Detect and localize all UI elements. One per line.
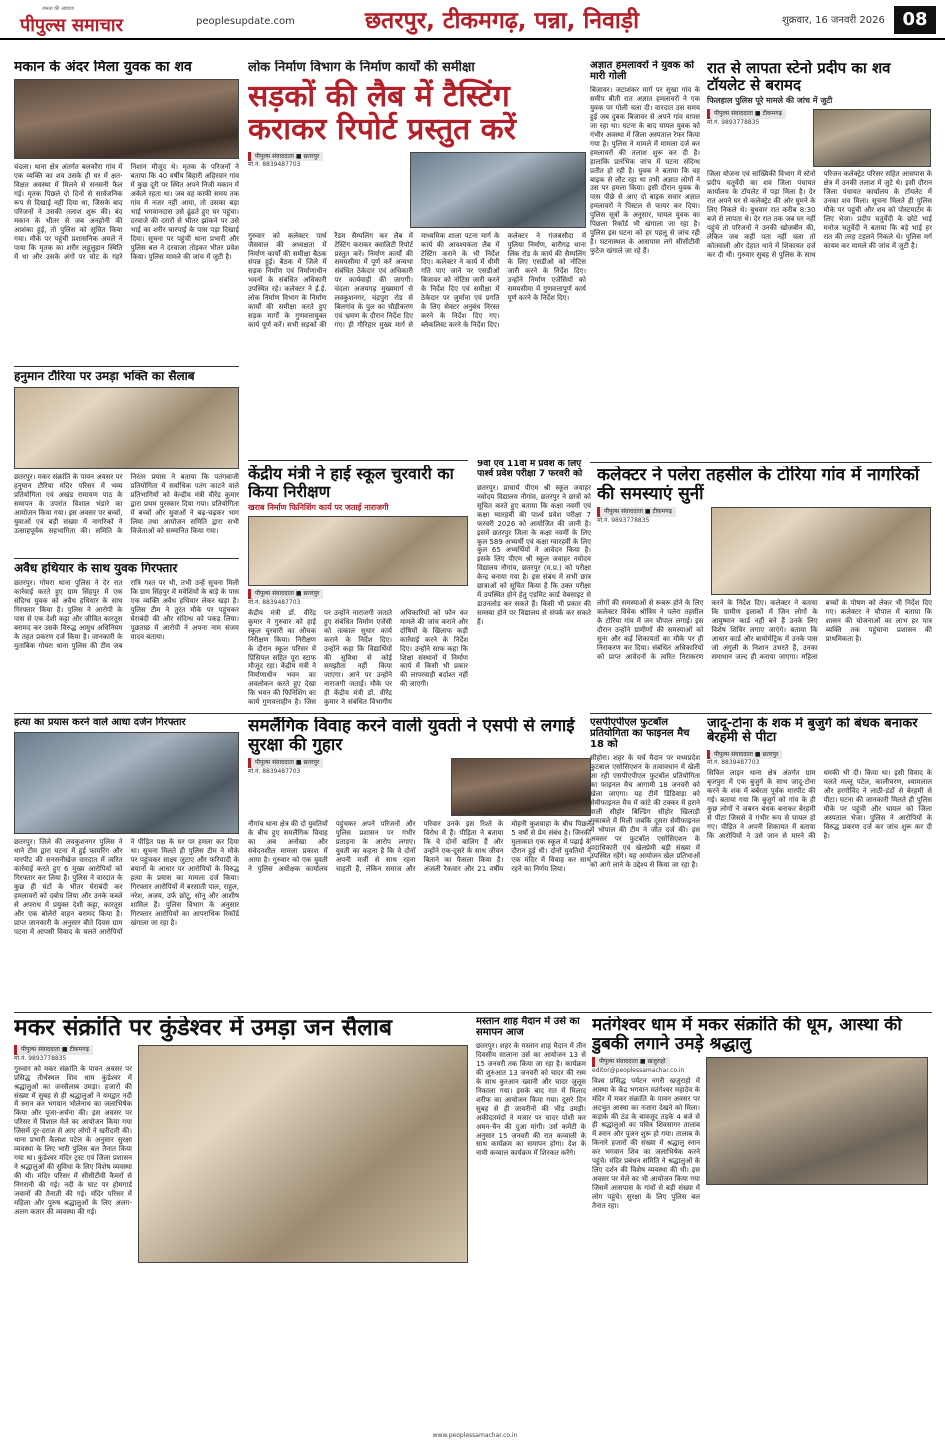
article-headline: हनुमान टौरिया पर उमड़ा भक्ति का सैलाब [14,370,195,383]
reporter-mobile: मो.नं. 9893778835 [597,517,650,525]
article-byline: पीपुल्स संवाददाता ■ छतरपुर [248,589,323,599]
article-byline: पीपुल्स संवाददाता ■ टीकमगढ़ [14,1045,93,1055]
article-headline: केंद्रीय मंत्री ने हाई स्कूल चुरवारी का किया निरीक्षण [248,465,454,501]
article-road-lab-testing [248,60,586,455]
article-byline: पीपुल्स संवाददाता ■ टीकमगढ़ [597,507,676,517]
article-headline: मकर संक्रांति पर कुंडेश्वर में उमड़ा जन सैलाब [14,1016,392,1041]
article-text: गुरुवार को कलेक्टर पार्थ जैसवाल की अध्यक्षता में निर्माण कार्यों की समीक्षा बैठक संपन्न हुई। बैठक में जिले में सड़क निर्माण एवं निर्माणाधीन भवनों के संबंधित अधिकारी उपस्थित रहे। कलेक्टर ने ई.ई. लोक निर्माण विभाग के निर्माण कार्यों की समीक्षा करते हुए सड़क मार्गों के गुणवत्तायुक्त कार्य पूर्ण करें। सभी सड़कों की रैंडम सैम्पलिंग कर लैब में टेस्टिंग कराकर क्वालिटी रिपोर्ट प्रस्तुत करें। निर्माण कार्यों की समयसीमा में पूर्ण करें अन्यथा संबंधित ठेकेदार एवं अधिकारी पर कार्यवाही की जाएगी। चंदला अजयगढ़ मुख्यमार्ग से लवकुशनगर, चंद्रपुरा रोड से बिलगांव के पुल का चौड़ीकरण एवं भ्रमण के दौरान निर्देश दिए गए। ही गौरिहार मुख्य मार्ग से माध्यमिक शाला पटना मार्ग के कार्य की आवश्यकता लैब में टेस्टिंग कराने के भी निर्देश दिए। कलेक्टर ने कार्य में धीमी गति पाए जाने पर एसडीओ बिजावर को नोटिस जारी करने के निर्देश दिए एवं समीक्षा में ठेकेदार पर जुर्माना एवं प्रगति के लिए सेक्टर अनुबंध निरस्त करने के निर्देश दिए गए। ब्लैकलिस्ट करने के निर्देश दिए। कलेक्टर ने गंजबसौदा में पुलिया निर्माण, बारीगढ़ थाना लिंक रोड के कार्य की सैम्पलिंग के लिए एसडीओ को नोटिस जारी करने के निर्देश दिए। उन्होंने निर्माण एजेंसियों को समयसीमा में गुणवत्तापूर्ण कार्य पूर्ण करने के निर्देश दिए। [248,231,586,330]
page-number: 08 [894,6,936,34]
article-byline: पीपुल्स संवाददाता ■ छतरपुर [248,758,323,768]
article-text: छतरपुर। गोयरा थाना पुलिस ने देर रात कार्रवाई करते हुए ग्राम सिंहपुर में एक संदिग्ध युवक को अवैध हथियार के साथ गिरफ्तार किया है। पुलिस ने आरोपी के पास से एक देशी कट्टा और जीवित कारतूस बरामद कर उसके विरुद्ध आयुध अधिनियम के तहत प्रकरण दर्ज किया है। जानकारी के मुताबिक गोयरा थाना पुलिस की टीम जब रात्रि गश्त पर थी, तभी उन्हें सूचना मिली कि ग्राम सिंहपुर में मवेशियों के बाड़े के पास एक व्यक्ति अवैध हथियार लेकर खड़ा है। पुलिस टीम ने तुरंत मौके पर पहुंचकर घेराबंदी की और संदिग्ध को पकड़ लिया। पूछताछ में आरोपी ने अपना नाम संजय यादव बताया। [14,579,239,650]
article-headline: सड़कों की लैब में टैस्टिंग कराकर रिपोर्ट प्रस्तुत करें [248,78,516,147]
article-byline: पीपुल्स संवाददाता ■ छतरपुर [707,750,782,760]
article-hanuman-tauriya [14,370,239,555]
divider [248,460,468,461]
divider [590,462,932,463]
article-body-found [14,60,239,363]
reporter-mobile: मो.नं. 8839487703 [707,759,760,767]
article-subheadline: फिलहाल पुलिस पूरे मामले की जांच में जुटी [707,96,833,105]
article-photo [138,1045,468,1263]
reporter-mobile: मो.नं. 9893778835 [14,1054,67,1062]
article-same-sex-marriage [248,717,591,1007]
logo-tagline: जनता की आवाज [42,6,74,12]
article-text: छतरपुर। जिले की लवकुशनगर पुलिस ने थाने टीम द्वारा घटना में हुई फायरिंग और मारपीट की सनसनीखेज वारदात में त्वरित कार्रवाई करते हुए 6 मुख्य आरोपियों को गिरफ्तार कर लिया है। पुलिस ने वारदात के कुछ ही घंटों के भीतर घेराबंदी कर हमलावरों को दबोच लिया और उनके कब्जे से अपराध में प्रयुक्त देशी कट्टा, कारतूस और एक बोलेरो वाहन बरामद किया है। प्राप्त जानकारी के अनुसार बीते दिवस ग्राम पटना में आपसी विवाद के चलते आरोपियों ने पीड़ित पक्ष के घर पर हमला कर दिया था। सूचना मिलते ही पुलिस टीम ने मौके पर पहुंचकर साक्ष्य जुटाए और फरियादी के बयानों के आधार पर आरोपियों के विरुद्ध हत्या के प्रयास का मामला दर्ज किया। गिरफ्तार आरोपियों में बरसाती पाल, राहुल, नरेश, अजय, उर्फ छोटू, सोनू और आशीष शामिल हैं। पुलिस विभाग के अनुसार गिरफ्तार आरोपियों का आपराधिक रिकॉर्ड खंगाला जा रहा है। [14,838,239,936]
article-witchcraft-beating [707,717,932,1007]
divider [14,366,239,367]
article-kundeshwar [14,1016,469,1428]
reporter-mobile: मो.नं. 9893778835 [707,118,760,126]
article-text: केंद्रीय मंत्री डॉ. वीरेंद्र कुमार ने गुरुवार को हाई स्कूल चुरवारी का औचक निरीक्षण किया। निरीक्षण के दौरान स्कूल परिसर में प्रिंसिपल सहित पूरा स्टाफ मौजूद रहा। केंद्रीय मंत्री ने निर्माणाधीन भवन का अवलोकन करते हुए देखा कि भवन की फिनिशिंग का कार्य गुणवत्ताहीन है। जिस पर उन्होंने नाराजगी जताते हुए संबंधित निर्माण एजेंसी को तत्काल सुधार कार्य कराने के निर्देश दिए। उन्होंने कहा कि विद्यार्थियों की सुविधा से कोई समझौता नहीं किया जाएगा। आने पर उन्होंने नाराजगी जताई। मौके पर ही केंद्रीय मंत्री डॉ. वीरेंद्र कुमार ने संबंधित विभागीय अधिकारियों को फोन कर मामले की जांच कराने और दोषियों के खिलाफ कड़ी कार्रवाई करने के निर्देश दिए। उन्होंने साफ कहा कि शिक्षा संस्थानों में निर्माण कार्य में किसी भी प्रकार की लापरवाही बर्दाश्त नहीं की जाएगी। [248,608,468,707]
article-lateral-entry-exam [477,460,591,710]
article-text: बिजावर। जटाशंकर मार्ग पर सुखा गांव के समीप बीती रात अज्ञात हमलावरों ने एक युवक पर गोली चला दी। वारदात उस समय हुई जब दुबक बिजावर से अपने गांव वापस जा रहा था। घटना के बाद घायल युवक को गंभीर अवस्था में जिला अस्पताल रेफर किया गया है। पुलिस ने मामले में मामला दर्ज कर हमलावरों की तलाश शुरू कर दी है। हालांकि प्रारंभिक जांच में घटना संदिग्ध प्रतीत हो रही है। युवक ने बताया कि वह बाइक से लौट रहा था तभी अज्ञात लोगों ने उस पर हमला किया। इसी दौरान युवक के पास पीछे से आए दो बाइक सवार अज्ञात हमलावरों ने पिस्टल से फायर कर दिया। पुलिस सूत्रों के अनुसार, घायल युवक का पिछला रिकॉर्ड भी खंगाला जा रहा है। पुलिस इस घटना को हर पहलू से जांच रही है। घटनास्थल के आसपास लगे सीसीटीवी फुटेज खंगाले जा रहे हैं। [590,86,700,256]
article-headline: 9वीं एवं 11वीं में प्रवेश के लिए पार्श्व प्रवेश परीक्षा 7 फरवरी को [477,460,583,479]
article-text: छतरपुर। प्राचार्य पीएम श्री स्कूल जवाहर नवोदय विद्यालय नौगांव, छतरपुर ने छात्रों को सूचित करते हुए बताया कि कक्षा नवमीं एवं कक्षा ग्यारहवीं की पार्श्व प्रवेश परीक्षा 7 फरवरी 2026 को आयोजित की जानी है। इसमें छतरपुर जिला के कक्षा नवमीं के लिए कुल 589 अभ्यर्थी एवं कक्षा ग्यारहवीं के लिए कुल 65 अभ्यर्थियों ने आवेदन किया है। इसके लिए पीएम श्री स्कूल जवाहर नवोदय विद्यालय नौगांव, छतरपुर (म.प्र.) को परीक्षा केन्द्र बनाया गया है। इस संबंध में सभी छात्र छात्राओं को सूचित किया है कि उक्त परीक्षा में उपस्थित होने हेतु एडमिट कार्ड वेबसाइट से डाउनलोड कर सकते हैं। किसी भी प्रकार की समस्या होने पर विद्यालय से संपर्क कर सकते हैं। [477,483,591,627]
article-headline: एसपीएपीएल फुटबॉल प्रतियोगिता का फाइनल मैच 18 को [590,717,690,750]
article-collector-chaupal [597,466,932,709]
article-headline: अज्ञात हमलावरों ने युवक को मारी गोली [590,60,695,82]
article-headline: रात से लापता स्टेनो प्रदीप का शव टॉयलेट से बरामद [707,60,891,94]
issue-date: शुक्रवार, 16 जनवरी 2026 [782,15,885,26]
article-photo [813,109,931,167]
article-text: छतरपुर। मकर संक्रांति के पावन अवसर पर हनुमान टौरिया मंदिर परिसर में भव्य प्रतियोगिता एवं अखंड रामायण पाठ के समापन के उपरांत विशाल भंडारे का आयोजन किया गया। इस अवसर पर बच्चों, युवाओं एवं बड़ी संख्या में नागरिकों ने उत्साहपूर्वक सहभागिता की। समिति के निरंतर प्रयास ने बताया कि पतंगबाजी प्रतियोगिता में सर्वाधिक पतंग काटने वाले प्रतिभागियों को केन्द्रीय मंत्री वीरेंद्र कुमार द्वारा प्रथम पुरस्कार दिया गया। प्रतियोगिता में बच्चों और युवाओं ने बढ़-चढ़कर भाग लिया तथा आयोजन समिति द्वारा सभी विजेताओं को सम्मानित किया गया। [14,473,239,535]
article-text: लोगों की समस्याओं से रूबरू होने के लिए कलेक्टर विवेक श्रोत्रिय ने पलेरा तहसील के टोरिया गांव में जन चौपाल लगाई। इस दौरान उन्होंने ग्रामीणों की समस्याओं को सुना और कई शिकायतों का मौके पर ही निराकरण कर दिया। संबंधित अधिकारियों को प्राप्त आवेदनों के त्वरित निराकरण करने के निर्देश दिए। कलेक्टर ने बताया कि ग्रामीण इलाकों में जिन लोगों के आयुष्मान कार्ड नहीं बने हैं उनके लिए विशेष शिविर लगाए जाएंगे। बताया कि आधार कार्ड और बायोमेट्रिक में उनके पास जो अंगुली के निशान उभरते हैं, उनका समाधान जल्द ही कराया जाएगा। महिला बच्चों के पोषण को लेकर भी निर्देश दिए गए। कलेक्टर ने चौपाल में बताया कि शासन की योजनाओं का लाभ हर पात्र व्यक्ति तक पहुंचाना प्रशासन की प्राथमिकता है। [597,599,932,662]
article-headline: कलेक्टर ने पलेरा तहसील के टोरिया गांव में नागरिकों की समस्याएं सुनीं [597,466,920,504]
article-kicker: लोक निर्माण विभाग के निर्माण कार्यों की समीक्षा [248,60,475,75]
article-text: सीहोरा। शहर के चर्च मैदान पर मध्यप्रदेश फुटबाल एसोसिएशन के तत्वावधान में खेली जा रही एसपीएपीएल फुटबॉल प्रतियोगिता का फाइनल मैच आगामी 18 जनवरी को खेला जाएगा। यह टीमें डिंडिवाड़ा को सेमीफाइनल मैच में कांटे की टक्कर में हराने वाली सीहोर बिल्डिंग सीहोर खिलाड़ी मुकाबले में मिली जबकि दूसरा सेमीफाइनल में भोपाल की टीम ने जीत दर्ज की। इस अवसर पर फुटबॉल एसोसिएशन के पदाधिकारी एवं खेलप्रेमी बड़ी संख्या में उपस्थित रहेंगे। यह आयोजन खेल प्रतिभाओं को आगे लाने के उद्देश्य से किया जा रहा है। [590,754,700,870]
reporter-mobile: मो.नं. 8839487703 [248,768,301,776]
article-subheadline: खराब निर्माण फिनिशिंग कार्य पर जताई नाराजगी [248,503,389,513]
edition-districts: छतरपुर, टीकमगढ़, पन्ना, निवाड़ी [365,8,640,34]
divider [14,713,459,714]
article-photo [248,516,468,586]
article-text: नौगांव थाना क्षेत्र की दो युवतियों के बीच हुए समलैंगिक विवाह का अब अनोखा और संवेदनशील मामला प्रकाश में आया है। गुरुवार को एक युवती ने पुलिस अधीक्षक कार्यालय पहुंचकर अपने परिजनों और पुलिस प्रशासन पर गंभीर प्रताड़ना के आरोप लगाए। युवती का कहना है कि वे दोनों अपनी मर्जी से साथ रहना चाहती हैं, लेकिन समाज और परिवार उनके इस रिश्ते के विरोध में हैं। पीड़िता ने बताया कि वे दोनों बालिग हैं और उन्होंने एक-दूसरे के साथ जीवन बिताने का फैसला किया है। अंजली रैकवार और 21 वर्षीय मोहनी कुशवाहा के बीच पिछले 5 वर्षों से प्रेम संबंध है। जिनकी मुलाकात एक स्कूल में पढ़ाई के दौरान हुई थी। दोनों युवतियों ने एक मंदिर में विवाह कर साथ रहने का निर्णय लिया। [248,820,591,874]
article-text: छतरपुर। शहर के मस्तान शाह मैदान में तीन दिवसीय सालाना उर्स का आयोजन 13 से 15 जनवरी तक किया जा रहा है। कार्यक्रम की शुरुआत 13 जनवरी को चादर की रस्म के साथ कुरआन ख्वानी और चादर जुलूस निकाला गया। इसके बाद रात में मिलाद शरीफ का आयोजन किया गया। दूसरे दिन सुबह से ही जायरीनों की भीड़ उमड़ी। अकीदतमंदों ने मजार पर चादर पोशी कर अमन-चैन की दुआ मांगी। उर्स कमेटी के अनुसार 15 जनवरी की रात कव्वाली के साथ कार्यक्रम का समापन होगा। देश के नामी कव्वाल कार्यक्रम में शिरकत करेंगे। [476,1042,586,1158]
article-headline: मकान के अंदर मिला युवक का शव [14,60,192,75]
article-text: गुरुवार को मकर संक्रांति के पावन अवसर पर प्रसिद्ध तीर्थस्थल शिव धाम कुंडेश्वर में श्रद्धालुओं का जनसैलाब उमड़ा। हजारों की संख्या में सुबह से ही श्रद्धालुओं ने यमद्वार नदी में स्नान कर भगवान भोलेनाथ का जलाभिषेक किया और पूजा-अर्चना की। इस अवसर पर परिसर में विशाल मेले का आयोजन किया गया जिसमें दूर-दराज से आए लोगों ने खरीदारी की। थाना प्रभारी कैलाश पटेल के अनुसार सुरक्षा व्यवस्था के लिए भारी पुलिस बल तैनात किया गया था। कुंडेश्वर मंदिर ट्रस्ट एवं जिला प्रशासन ने श्रद्धालुओं की सुविधा के लिए विशेष व्यवस्था की थी। मंदिर परिसर में सीसीटीवी कैमरों से निगरानी की गई। नदी के घाट पर होमगार्ड जवानों की तैनाती की गई। मंदिर परिसर में महिला और पुरुष श्रद्धालुओं के लिए अलग-अलग कतार की व्यवस्था की गई। [14,1064,132,1216]
site-url[interactable]: peoplesupdate.com [196,16,295,27]
article-headline: अवैध हथियार के साथ युवक गिरफ्तार [14,562,178,575]
article-photo [706,1057,928,1185]
article-steno-found [707,60,932,456]
article-headline: मतंगेश्वर धाम में मकर संक्रांति की धूम, आस्था की डुबकी लगाने उमड़े श्रद्धालु [592,1016,902,1054]
article-byline: पीपुल्स संवाददाता ■ टीकमगढ़ [707,109,786,119]
article-photo [451,758,591,816]
footer-url[interactable]: www.peoplessamachar.co.in [432,1432,518,1439]
article-matangeshwar [592,1016,932,1428]
newspaper-logo[interactable] [14,6,194,36]
article-urs [476,1016,586,1428]
article-byline: पीपुल्स संवाददाता ■ खजुराहो [592,1057,670,1067]
article-photo [14,79,239,159]
article-football-final [590,717,700,1005]
masthead [0,0,945,40]
article-minister-school [248,465,468,709]
article-photo [410,152,586,228]
logo-text: पीपुल्स समाचार [20,15,123,36]
article-headline: हत्या का प्रयास करने वाले आधा दर्जन गिरफ्तार [14,717,186,728]
article-text: विश्व प्रसिद्ध पर्यटन नगरी खजुराहो में आस्था के केंद्र भगवान मतंगेश्वर महादेव के मंदिर में मकर संक्रांति के पावन अवसर पर अदभुत आस्था का नजारा देखने को मिला। कड़ाके की ठंड के बावजूद तड़के 4 बजे से ही श्रद्धालुओं का पवित्र शिवसागर तालाब में स्नान और पूजन शुरू हो गया। तालाब के किनारे हजारों की संख्या में श्रद्धालु स्नान कर भगवान शिव का जलाभिषेक करने पहुंचे। मंदिर प्रबंधन समिति ने श्रद्धालुओं के लिए दर्शन की विशेष व्यवस्था की थी। इस अवसर पर मेले का भी आयोजन किया गया जिसमें आसपास के गांवों से बड़ी संख्या में लोग पहुंचे। सुरक्षा के लिए पुलिस बल तैनात रहा। [592,1076,700,1211]
article-headline: मस्तान शाह मैदान में उर्स का समापन आज [476,1016,580,1038]
reporter-mobile: मो.नं. 8839487703 [248,599,301,607]
article-text: जिला योजना एवं सांख्यिकी विभाग में स्टेनो प्रदीप चतुर्वेदी का शव जिला पंचायत कार्यालय के टॉयलेट में पड़ा मिला है। देर रात अपने घर से कलेक्ट्रेट की ओर घूमने के लिए निकले थे। बुधवार रात करीब 8:30 बजे से लापता थे। देर रात तक जब घर नहीं पहुंचे तो परिजनों ने उनकी खोजबीन की, लेकिन जब कहीं पता नहीं चला तो कोतवाली और देहात थाने में शिकायत दर्ज कर दी थी। गुरुवार सुबह से पुलिस के साथ परिजन कलेक्ट्रेट परिसर सहित आसपास के क्षेत्र में उनकी तलाश में जुटे थे। इसी दौरान जिला पंचायत कार्यालय के टॉयलेट में उनका शव मिला। सूचना मिलते ही पुलिस मौके पर पहुंची और शव को पोस्टमार्टम के लिए भेजा। प्रदीप चतुर्वेदी के छोटे भाई मनोज चतुर्वेदी ने बताया कि बड़े भाई हर रात की तरह टहलने निकले थे। पुलिस मर्ग कायम कर मामले की जांच में जुटी है। [707,170,932,259]
reporter-email: editor@peoplessamachar.co.in [592,1067,685,1075]
article-attempt-murder [14,717,239,1005]
article-photo [14,732,239,834]
article-photo [711,507,931,595]
article-text: चंदला। थाना क्षेत्र अंतर्गत बलकौरा गांव में एक व्यक्ति का शव उसके ही घर में क्षत-विक्षत अवस्था में मिलने से सनसनी फैल गई। मृतक पिछले दो दिनों से सार्वजनिक रूप से दिखाई नहीं दिया था, जिसके बाद परिजनों ने उसकी तलाश शुरू की। बंद मकान के भीतर से जब अनहोनी की आशंका हुई, तो पुलिस को सूचित किया गया। मौके पर पहुंची प्रशासनिक अमले ने पाया कि मृतक का शरीर लहूलुहान स्थिति में था और उसके अंगों पर चोट के गहरे निशान मौजूद थे। मृतक के परिजनों ने बताया कि 40 वर्षीय बिहारी अहिरवार गांव में कुछ दूरी पर स्थित अपने निजी मकान में अकेले रहता था। जब वह काफी समय तक गांव में नजर नहीं आया, तो उसका बड़ा भाई भगवानदास उसे ढूंढते हुए घर पहुंचा। दरवाजे की दरारों से भीतर झांकने पर उसे भाई का शरीर चारपाई के पास पड़ा दिखाई दिया। सूचना पर पहुंची थाना प्रभारी और पुलिस बल ने दरवाजा तोड़कर भीतर प्रवेश किया। पुलिस मामले की जांच में जुटी है। [14,163,239,261]
article-youth-shot [590,60,700,456]
article-photo [14,387,239,469]
reporter-mobile: मो.नं. 8839487703 [248,161,301,169]
article-byline: पीपुल्स संवाददाता ■ छतरपुर [248,152,323,162]
article-headline: समलैंगिक विवाह करने वाली युवती ने एसपी से लगाई सुरक्षा की गुहार [248,717,575,755]
divider [590,713,932,714]
divider [14,1012,932,1013]
article-headline: जादू-टोना के शक में बुजुर्ग को बंधक बनाकर बेरहमी से पीटा [707,717,918,746]
article-illegal-weapon [14,562,239,712]
divider [14,558,239,559]
article-text: सिविल लाइन थाना क्षेत्र अंतर्गत ग्राम बृजपुरा में एक बुजुर्ग के साथ जादू-टोना करने के शक में बर्बरता पूर्वक मारपीट की गई। बताया गया कि बुजुर्ग को गांव के ही कुछ लोगों ने जबरन बंधक बनाकर बेरहमी से पीटा जिससे वे गंभीर रूप से घायल हो गए। पीड़ित ने अपनी शिकायत में बताया कि आरोपियों ने उसे जान से मारने की धमकी भी दी। किया था। इसी विवाद के चलते मल्लू पटेल, कालीचरण, श्यामलाल और हरगोविंद ने लाठी-डंडों से बेरहमी से पीटा। घटना की जानकारी मिलते ही पुलिस मौके पर पहुंची और घायल को जिला अस्पताल भेजा। पुलिस ने आरोपियों के विरुद्ध प्रकरण दर्ज कर जांच शुरू कर दी है। [707,768,932,840]
